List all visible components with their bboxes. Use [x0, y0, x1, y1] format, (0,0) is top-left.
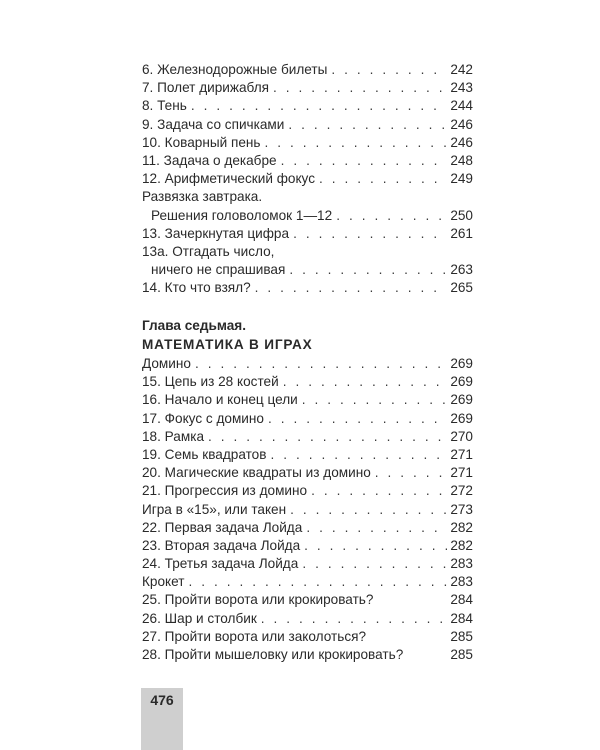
- dot-leader: [302, 555, 447, 573]
- dot-leader: [290, 501, 447, 519]
- toc-entry: [142, 116, 473, 134]
- dot-leader: [331, 61, 447, 79]
- dot-leader: [265, 134, 448, 152]
- toc-entry-page: 270: [450, 428, 473, 444]
- toc-entry: [142, 446, 473, 464]
- toc-entry: [142, 261, 473, 279]
- toc-entry-title: ничего не спрашивая: [151, 262, 286, 278]
- toc-entry-title: 8. Тень: [142, 98, 187, 114]
- toc-entry-title: Крокет: [142, 574, 185, 590]
- toc-entry-page: 269: [450, 410, 473, 426]
- dot-leader: [302, 391, 448, 409]
- toc-entry-title: 16. Начало и конец цели: [142, 392, 298, 408]
- toc-entry-title: Решения головоломок 1—12: [151, 207, 333, 223]
- dot-leader: [289, 261, 447, 279]
- toc-section-1: [142, 61, 473, 297]
- toc-entry: [142, 482, 473, 500]
- toc-entry: [142, 464, 473, 482]
- dot-leader: [208, 428, 447, 446]
- toc-entry: [142, 628, 473, 646]
- dot-leader: [281, 152, 448, 170]
- toc-entry: [142, 355, 473, 373]
- toc-entry-title: 27. Пройти ворота или заколоться?: [142, 628, 367, 644]
- toc-entry-title: 17. Фокус с домино: [142, 410, 264, 426]
- toc-entry-page: 242: [450, 62, 473, 77]
- toc-entry-page: 284: [450, 610, 473, 626]
- toc-entry: [142, 646, 473, 664]
- toc-entry-page: 273: [450, 501, 473, 517]
- dot-leader: [283, 373, 448, 391]
- toc-entry: [142, 134, 473, 152]
- toc-entry-title: 11. Задача о декабре: [142, 152, 277, 168]
- toc-entry: [142, 573, 473, 591]
- toc-entry-page: 269: [450, 392, 473, 408]
- toc-entry: [142, 188, 473, 206]
- toc-entry-page: 265: [450, 280, 473, 296]
- dot-leader: [273, 79, 447, 97]
- toc-entry-page: 250: [450, 207, 473, 223]
- toc-entry-title: 13. Зачеркнутая цифра: [142, 225, 290, 241]
- toc-entry-page: 272: [450, 483, 473, 499]
- dot-leader: [336, 207, 447, 225]
- toc-entry: [142, 207, 473, 225]
- toc-entry-page: 271: [450, 465, 473, 481]
- toc-entry-title: 18. Рамка: [142, 428, 205, 444]
- toc-entry-page: 283: [450, 556, 473, 572]
- toc-entry-title: 20. Магические квадраты из домино: [142, 465, 371, 481]
- dot-leader: [375, 464, 448, 482]
- dot-leader: [311, 482, 447, 500]
- page-number: 476: [150, 692, 174, 708]
- toc-entry-title: 19. Семь квадратов: [142, 446, 267, 462]
- toc-entry-page: 244: [450, 98, 473, 114]
- dot-leader: [306, 519, 447, 537]
- toc-entry-title: 7. Полет дирижабля: [142, 80, 269, 96]
- toc-entry-title: 12. Арифметический фокус: [142, 171, 315, 187]
- toc-entry: [142, 391, 473, 409]
- toc-entry-title: Домино: [142, 356, 191, 372]
- dot-leader: [188, 573, 447, 591]
- toc-entry: [142, 225, 473, 243]
- toc-entry-title: 23. Вторая задача Лойда: [142, 537, 301, 553]
- toc-entry-page: 271: [450, 446, 473, 462]
- dot-leader: [195, 355, 447, 373]
- table-of-contents: [142, 61, 473, 664]
- section-gap: [142, 297, 473, 317]
- toc-entry-page: 283: [450, 574, 473, 590]
- toc-entry-title: Игра в «15», или такен: [142, 501, 287, 517]
- toc-entry-page: 243: [450, 80, 473, 96]
- toc-entry-page: 263: [450, 262, 473, 278]
- toc-entry: [142, 555, 473, 573]
- toc-entry-page: 285: [450, 628, 473, 644]
- toc-entry-title: 14. Кто что взял?: [142, 280, 251, 296]
- toc-entry-title: 10. Коварный пень: [142, 134, 261, 150]
- toc-entry: [142, 61, 473, 79]
- toc-entry-title: 21. Прогрессия из домино: [142, 483, 308, 499]
- dot-leader: [304, 537, 447, 555]
- toc-entry-page: 261: [450, 225, 473, 241]
- toc-entry: [142, 373, 473, 391]
- toc-entry-title: 24. Третья задача Лойда: [142, 556, 299, 572]
- dot-leader: [255, 279, 448, 297]
- toc-entry-title: 15. Цепь из 28 костей: [142, 374, 279, 390]
- toc-entry-page: 285: [450, 647, 473, 663]
- page-number-tab: [141, 688, 183, 750]
- dot-leader: [270, 446, 447, 464]
- toc-entry: [142, 591, 473, 609]
- toc-entry-page: 248: [450, 152, 473, 168]
- toc-entry-title: 26. Шар и столбик: [142, 610, 257, 626]
- chapter-title: МАТЕМАТИКА В ИГРАХ: [142, 337, 313, 353]
- toc-entry-title: 6. Железнодорожные билеты: [142, 62, 328, 77]
- toc-entry: [142, 519, 473, 537]
- toc-entry: [142, 501, 473, 519]
- toc-section-2: [142, 355, 473, 664]
- toc-entry-page: 269: [450, 356, 473, 372]
- toc-entry-title: 25. Пройти ворота или крокировать?: [142, 592, 374, 608]
- toc-entry: [142, 537, 473, 555]
- toc-entry-title: 13а. Отгадать число,: [142, 243, 275, 259]
- chapter-heading: Глава седьмая.: [142, 318, 246, 334]
- dot-leader: [319, 170, 447, 188]
- toc-entry: [142, 610, 473, 628]
- dot-leader: [268, 410, 447, 428]
- dot-leader: [288, 116, 447, 134]
- toc-entry: [142, 170, 473, 188]
- toc-entry: [142, 410, 473, 428]
- toc-entry: [142, 279, 473, 297]
- toc-entry: [142, 79, 473, 97]
- toc-entry-page: 282: [450, 519, 473, 535]
- toc-entry: [142, 243, 473, 261]
- toc-entry: [142, 152, 473, 170]
- toc-entry-page: 246: [450, 134, 473, 150]
- dot-leader: [261, 610, 448, 628]
- toc-entry: [142, 97, 473, 115]
- toc-entry-title: 9. Задача со спичками: [142, 116, 285, 132]
- toc-entry-page: 246: [450, 116, 473, 132]
- toc-entry-page: 284: [450, 592, 473, 608]
- toc-entry: [142, 428, 473, 446]
- toc-entry-page: 269: [450, 374, 473, 390]
- toc-entry-title: 22. Первая задача Лойда: [142, 519, 303, 535]
- toc-entry-page: 282: [450, 537, 473, 553]
- dot-leader: [293, 225, 447, 243]
- toc-entry-title: Развязка завтрака.: [142, 189, 263, 205]
- toc-entry-title: 28. Пройти мышеловку или крокировать?: [142, 647, 404, 663]
- dot-leader: [191, 97, 448, 115]
- toc-entry-page: 249: [450, 171, 473, 187]
